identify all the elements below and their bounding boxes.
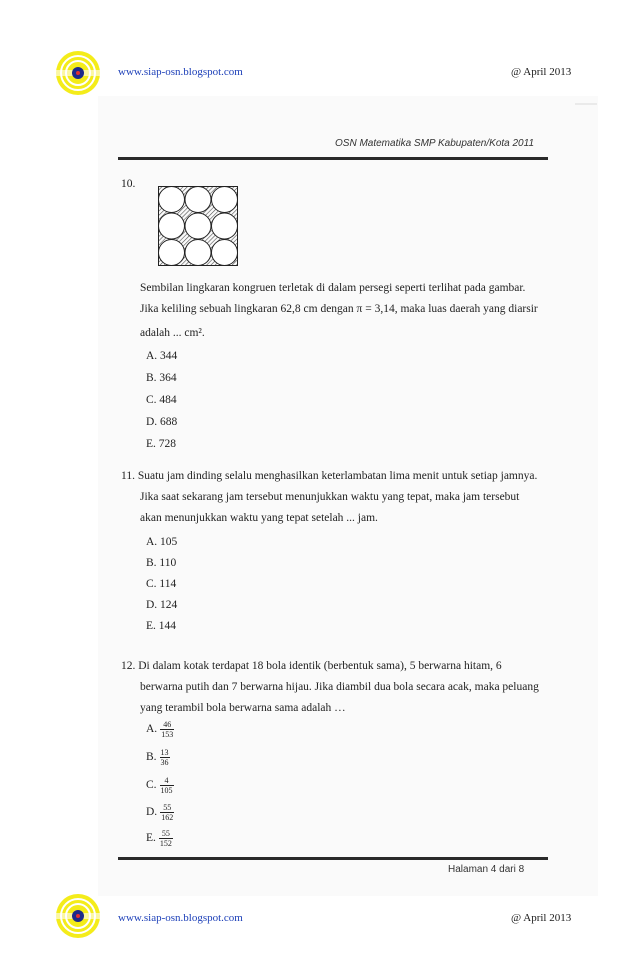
q10-option-d: D. 688 xyxy=(146,416,178,428)
fraction: $\frac{55}{162}$ xyxy=(161,803,174,822)
q12-line: berwarna putih dan 7 berwarna hijau. Jika diambil dua bola secara acak, maka peluang xyxy=(140,681,539,693)
site-logo xyxy=(55,893,101,939)
q11-line: akan menunjukkan waktu yang tepat setelah ... jam. xyxy=(140,512,378,524)
option-label: B. xyxy=(146,751,157,764)
option-label: C. xyxy=(146,779,157,792)
q10-line: adalah ... cm². xyxy=(140,327,205,339)
q12-text xyxy=(121,656,539,719)
q10-number: 10. xyxy=(121,178,136,190)
q10-option-e: E. 728 xyxy=(146,438,177,450)
q12-line: yang terambil bola berwarna sama adalah … xyxy=(140,702,346,714)
q12-option-b xyxy=(146,748,170,767)
fraction: $\frac{4}{105}$ xyxy=(160,776,173,795)
q11-option-e: E. 144 xyxy=(146,620,177,632)
q11-option-b: B. 110 xyxy=(146,557,177,569)
page-number: Halaman 4 dari 8 xyxy=(448,864,525,875)
q10-option-a: A. 344 xyxy=(146,350,178,362)
q11-option-d: D. 124 xyxy=(146,599,178,611)
q11-text xyxy=(121,466,537,529)
q12-line: 12. Di dalam kotak terdapat 18 bola identik (berbentuk sama), 5 berwarna hitam, 6 xyxy=(121,660,502,672)
q11-line: 11. Suatu jam dinding selalu menghasilkan keterlambatan lima menit untuk setiap jamnya. xyxy=(121,470,538,482)
q10-option-c: C. 484 xyxy=(146,394,177,406)
q11-option-a: A. 105 xyxy=(146,536,178,548)
q12-option-c xyxy=(146,776,174,795)
q10-text xyxy=(140,278,538,344)
q12-option-d xyxy=(146,803,174,822)
header-site-link[interactable]: www.siap-osn.blogspot.com xyxy=(118,66,243,78)
q10-option-b: B. 364 xyxy=(146,372,177,384)
fraction: $\frac{55}{152}$ xyxy=(159,829,172,848)
option-label: E. xyxy=(146,832,156,845)
site-logo xyxy=(55,50,101,96)
header-rule xyxy=(118,157,548,160)
q10-line: Sembilan lingkaran kongruen terletak di dalam persegi seperti terlihat pada gambar. xyxy=(140,282,526,294)
q12-option-a xyxy=(146,720,174,739)
q10-line: Jika keliling sebuah lingkaran 62,8 cm dengan π = 3,14, maka luas daerah yang diarsir xyxy=(140,303,538,315)
fraction: $\frac{13}{36}$ xyxy=(160,748,169,767)
footer-date: @ April 2013 xyxy=(511,912,572,924)
option-label: D. xyxy=(146,806,158,819)
document-title: OSN Matematika SMP Kabupaten/Kota 2011 xyxy=(335,138,534,149)
q10-figure xyxy=(158,186,238,266)
q11-option-c: C. 114 xyxy=(146,578,177,590)
header-date: @ April 2013 xyxy=(511,66,572,78)
option-label: A. xyxy=(146,723,158,736)
footer-rule xyxy=(118,857,548,860)
footer-site-link[interactable]: www.siap-osn.blogspot.com xyxy=(118,912,243,924)
fraction: $\frac{46}{153}$ xyxy=(161,720,174,739)
q11-line: Jika saat sekarang jam tersebut menunjukkan waktu yang tepat, maka jam tersebut xyxy=(140,491,520,503)
q12-option-e xyxy=(146,829,173,848)
